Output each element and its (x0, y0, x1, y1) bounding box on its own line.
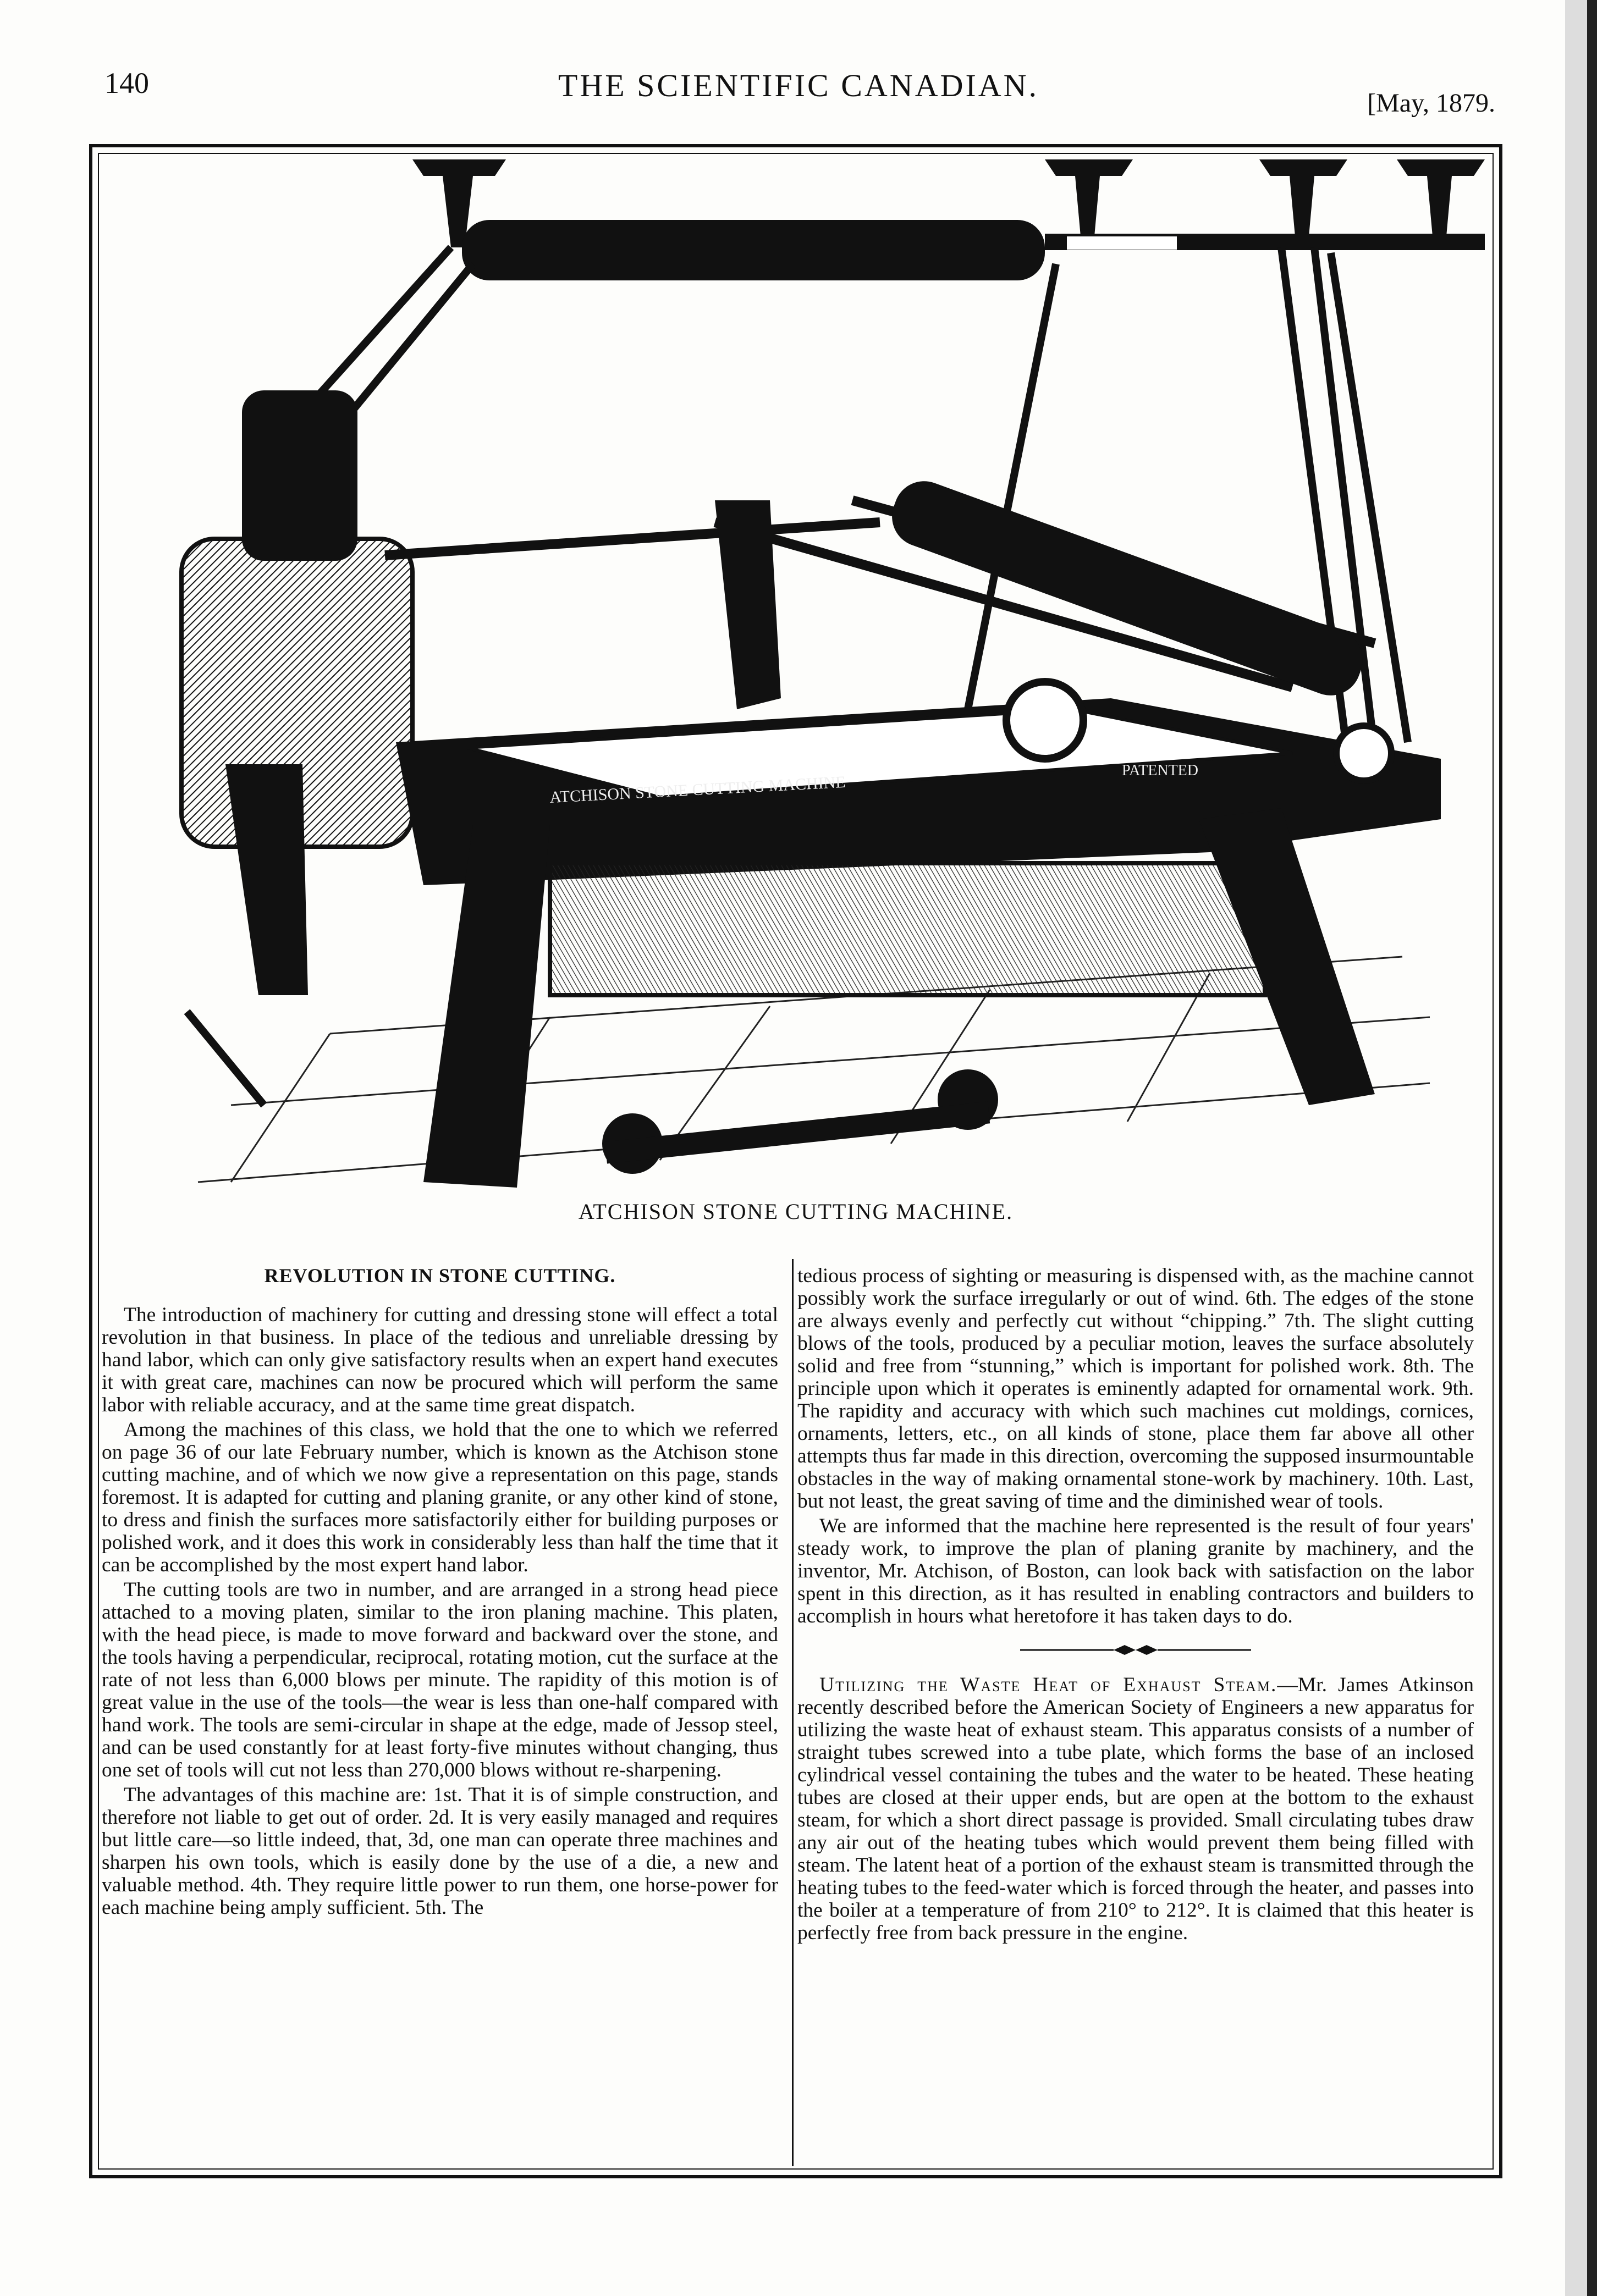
tool-head (715, 500, 781, 709)
column-divider (792, 1259, 794, 2166)
article-paragraph: The cutting tools are two in number, and are arranged in a strong head piece attached to a moving platen, similar to the iron planing machine. This platen, with the head piece, is made to move forward and backward over the stone, and the tools having a perpendicular, reciprocal, rotating motion, cut the surface at the rate of not less than 6,000 blows per minute. The rapidity of this motion is of great value in the use of the tools—the wear is less than one-half compared with hand work. The tools are semi-circular in shape at the edge, made of Jessop steel, and can be used constantly for at least forty-five minutes without changing, thus one set of tools will cut not less than 270,000 blows without re-sharpening. (102, 1578, 778, 1781)
page-number: 140 (104, 67, 149, 100)
page-gutter-shadow (1565, 0, 1587, 2296)
article-paragraph: We are informed that the machine here represented is the result of four years' steady work, to improve the plan of planing granite by machinery, and the inventor, Mr. Atchison, of Boston, can look back with satisfaction on the labor spent in this direction, as it has resulted in enabling contractors and builders to accomplish in hours what heretofore it has taken days to do. (797, 1515, 1474, 1627)
article-paragraph-continued: tedious process of sighting or measuring is dispensed with, as the machine cannot possibly work the surface irregularly or out of wind. 6th. The edges of the stone are always evenly and perfectly cut without “chipping.” 7th. The slight cutting blows of the tools, produced by a peculiar motion, leaves the surface absolutely solid and free from “stunning,” which is important for polished work. 8th. The principle upon which it operates is eminently adapted for ornamental work. 9th. The rapidity and accuracy with which such machines cut moldings, cornices, ornaments, letters, etc., on all kinds of stone, place them far above all other attempts thus far made in this direction, overcoming the supposed insurmountable obstacles in the way of making ornamental stone-work by machinery. 10th. Last, but not least, the great saving of time and the diminished wear of tools. (797, 1265, 1474, 1513)
issue-date: [May, 1879. (1367, 89, 1495, 118)
article-paragraph: Among the machines of this class, we hold that the one to which we referred on page 36 of our late February number, which is known as the Atchison stone cutting machine, and of which we now give a representation on this page, stands foremost. It is adapted for cutting and planing granite, or any other kind of stone, to dress and finish the surfaces more satisfactorily either for building purposes or polished work, and it does this work in considerably less than half the time that it can be accomplished by the most expert hand labor. (102, 1419, 778, 1576)
article-heading: REVOLUTION IN STONE CUTTING. (264, 1265, 616, 1287)
gear-wheel (1006, 682, 1083, 759)
news-note-body: —Mr. James Atkinson recently described before the American Society of Engineers a new apparatus for utilizing the waste heat of exhaust steam. This apparatus consists of a number of straight tubes screwed into a tube plate, which forms the base of an inclosed cylindrical vessel containing the tubes and the water to be heated. These heating tubes are closed at their upper ends, but are open at the bottom to the exhaust steam, for which a short direct passage is provided. Small circulating tubes draw any air out of the heating tubes which would prevent them being filled with steam. The latent heat of a portion of the exhaust steam is transmitted through the heating tubes to the feed-water which is forced through the heater, and passes into the boiler at a temperature of from 210° to 212°. It is claimed that this heater is perfectly free from back pressure in the engine. (797, 1674, 1474, 1944)
news-note-lead-in: Utilizing the Waste Heat of Exhaust Steam. (819, 1674, 1277, 1696)
publication-title: THE SCIENTIFIC CANADIAN. (558, 68, 1039, 103)
news-note (797, 1674, 1474, 1944)
stone-cutting-machine-engraving (165, 159, 1496, 1193)
left-column (102, 1265, 778, 1921)
right-column (797, 1265, 1474, 1946)
patent-plate-text: PATENTED (1122, 762, 1198, 779)
article-paragraph: The introduction of machinery for cutting and dressing stone will effect a total revolution in that business. In place of the tedious and unreliable dressing by hand labor, which can only give satisfactory results when an expert hand executes it with great care, machines can now be procured which will perform the same labor with reliable accuracy, and at the same time great dispatch. (102, 1304, 778, 1416)
page-edge (1587, 0, 1597, 2296)
overhead-drum (462, 220, 1045, 280)
stone-block (550, 863, 1265, 995)
drive-pulley (242, 390, 357, 561)
article-paragraph: The advantages of this machine are: 1st. That it is of simple construction, and therefore not liable to get out of order. 2d. It is very easily managed and requires but little care—so little indeed, that, 3d, one man can operate three machines and sharpen his own tools, which is easily done by the use of a die, a new and valuable method. 4th. They require little power to run them, one horse-power for each machine being amply sufficient. 5th. The (102, 1784, 778, 1919)
ornamental-divider (797, 1641, 1474, 1657)
illustration-caption: ATCHISON STONE CUTTING MACHINE. (578, 1199, 1014, 1224)
machine-plate-text: ATCHISON STONE CUTTING MACHINE (549, 772, 846, 807)
